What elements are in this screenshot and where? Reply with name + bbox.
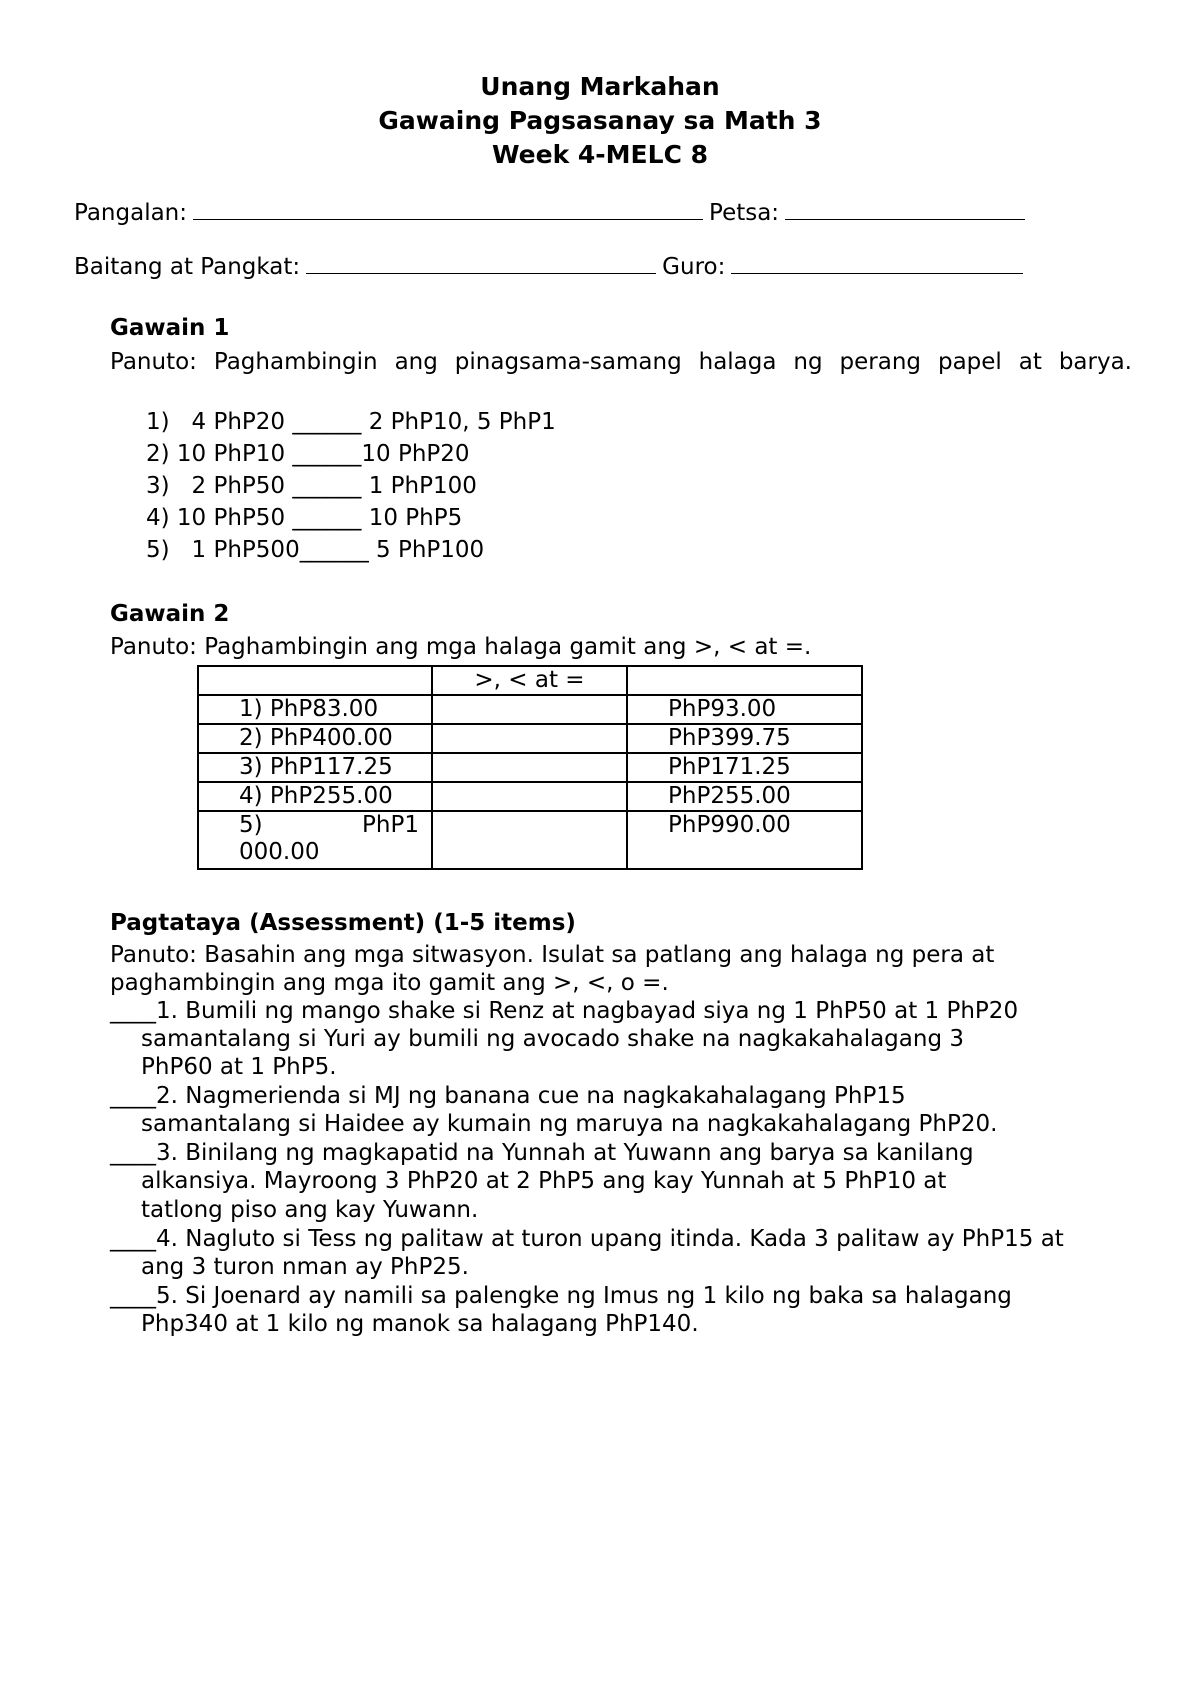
table-header-row <box>198 666 862 695</box>
header-cell-left <box>198 666 432 695</box>
gawain1-item: 4) 10 PhP50 ______ 10 PhP5 <box>146 505 463 531</box>
worksheet-title: Gawaing Pagsasanay sa Math 3 <box>378 106 822 135</box>
table-row <box>198 724 862 753</box>
right-amount: PhP171.25 <box>627 753 862 782</box>
item-line: ____4. Nagluto si Tess ng palitaw at turon upang itinda. Kada 3 palitaw ay PhP15 at <box>110 1226 1064 1252</box>
row5-amount-part2: 000.00 <box>239 839 320 865</box>
item-line: alkansiya. Mayroong 3 PhP20 at 2 PhP5 ang kay Yunnah at 5 PhP10 at <box>141 1168 947 1194</box>
gawain1-item: 1) 4 PhP20 ______ 2 PhP10, 5 PhP1 <box>146 409 556 435</box>
item-line: Php340 at 1 kilo ng manok sa halagang PhP140. <box>141 1311 699 1337</box>
comparison-table <box>197 665 863 870</box>
gawain2-instruction: Panuto: Paghambingin ang mga halaga gamit ang >, < at =. <box>110 634 812 660</box>
item-line: samantalang si Haidee ay kumain ng maruya na nagkakahalagang PhP20. <box>141 1111 998 1137</box>
left-amount: 1) PhP83.00 <box>198 695 432 724</box>
gawain1-item: 3) 2 PhP50 ______ 1 PhP100 <box>146 473 477 499</box>
right-amount: PhP255.00 <box>627 782 862 811</box>
right-amount: PhP990.00 <box>627 811 862 869</box>
right-amount: PhP93.00 <box>627 695 862 724</box>
quarter-title: Unang Markahan <box>480 72 720 101</box>
item-line: ____3. Binilang ng magkapatid na Yunnah at Yuwann ang barya sa kanilang <box>110 1140 974 1166</box>
assessment-instruction-line2: paghambingin ang mga ito gamit ang >, <, o =. <box>110 970 669 996</box>
item-line: ang 3 turon nman ay PhP25. <box>141 1254 469 1280</box>
item-line: ____5. Si Joenard ay namili sa palengke ng Imus ng 1 kilo ng baka sa halagang <box>110 1283 1012 1309</box>
table-row <box>198 695 862 724</box>
item-line: tatlong piso ang kay Yuwann. <box>141 1197 479 1223</box>
name-blank[interactable] <box>193 197 703 220</box>
table-row <box>198 811 862 869</box>
header-cell-right <box>627 666 862 695</box>
item-line: ____1. Bumili ng mango shake si Renz at nagbayad siya ng 1 PhP50 at 1 PhP20 <box>110 998 1019 1024</box>
assessment-instruction-line1: Panuto: Basahin ang mga sitwasyon. Isulat sa patlang ang halaga ng pera at <box>110 942 995 968</box>
name-date-row <box>74 197 1031 229</box>
teacher-label: Guro: <box>662 254 726 280</box>
header-cell-symbols: >, < at = <box>432 666 627 695</box>
date-blank[interactable] <box>785 197 1025 220</box>
answer-cell[interactable] <box>432 753 627 782</box>
right-amount: PhP399.75 <box>627 724 862 753</box>
item-line: samantalang si Yuri ay bumili ng avocado shake na nagkakahalagang 3 <box>141 1026 964 1052</box>
item-line: PhP60 at 1 PhP5. <box>141 1054 337 1080</box>
assessment-title: Pagtataya (Assessment) (1-5 items) <box>110 910 576 936</box>
name-label: Pangalan: <box>74 200 188 226</box>
grade-section-blank[interactable] <box>306 251 656 274</box>
table-row <box>198 782 862 811</box>
left-amount: 4) PhP255.00 <box>198 782 432 811</box>
row5-amount-part1: PhP1 <box>362 812 419 838</box>
gawain2-title: Gawain 2 <box>110 601 230 627</box>
gawain1-item: 2) 10 PhP10 ______10 PhP20 <box>146 441 470 467</box>
answer-cell[interactable] <box>432 811 627 869</box>
date-label: Petsa: <box>709 200 780 226</box>
answer-cell[interactable] <box>432 695 627 724</box>
left-amount <box>198 811 432 869</box>
left-amount: 3) PhP117.25 <box>198 753 432 782</box>
grade-teacher-row <box>74 251 1029 283</box>
row5-number: 5) <box>239 812 263 838</box>
worksheet-header <box>0 70 1200 172</box>
week-title: Week 4-MELC 8 <box>491 140 709 169</box>
table-row <box>198 753 862 782</box>
teacher-blank[interactable] <box>731 251 1023 274</box>
left-amount: 2) PhP400.00 <box>198 724 432 753</box>
gawain1-item: 5) 1 PhP500______ 5 PhP100 <box>146 537 485 563</box>
gawain1-instruction: Panuto: Paghambingin ang pinagsama-samang halaga ng perang papel at barya. <box>110 349 1132 375</box>
left-amount-line1 <box>239 812 431 839</box>
grade-section-label: Baitang at Pangkat: <box>74 254 301 280</box>
item-line: ____2. Nagmerienda si MJ ng banana cue na nagkakahalagang PhP15 <box>110 1083 906 1109</box>
answer-cell[interactable] <box>432 782 627 811</box>
gawain1-title: Gawain 1 <box>110 315 230 341</box>
answer-cell[interactable] <box>432 724 627 753</box>
